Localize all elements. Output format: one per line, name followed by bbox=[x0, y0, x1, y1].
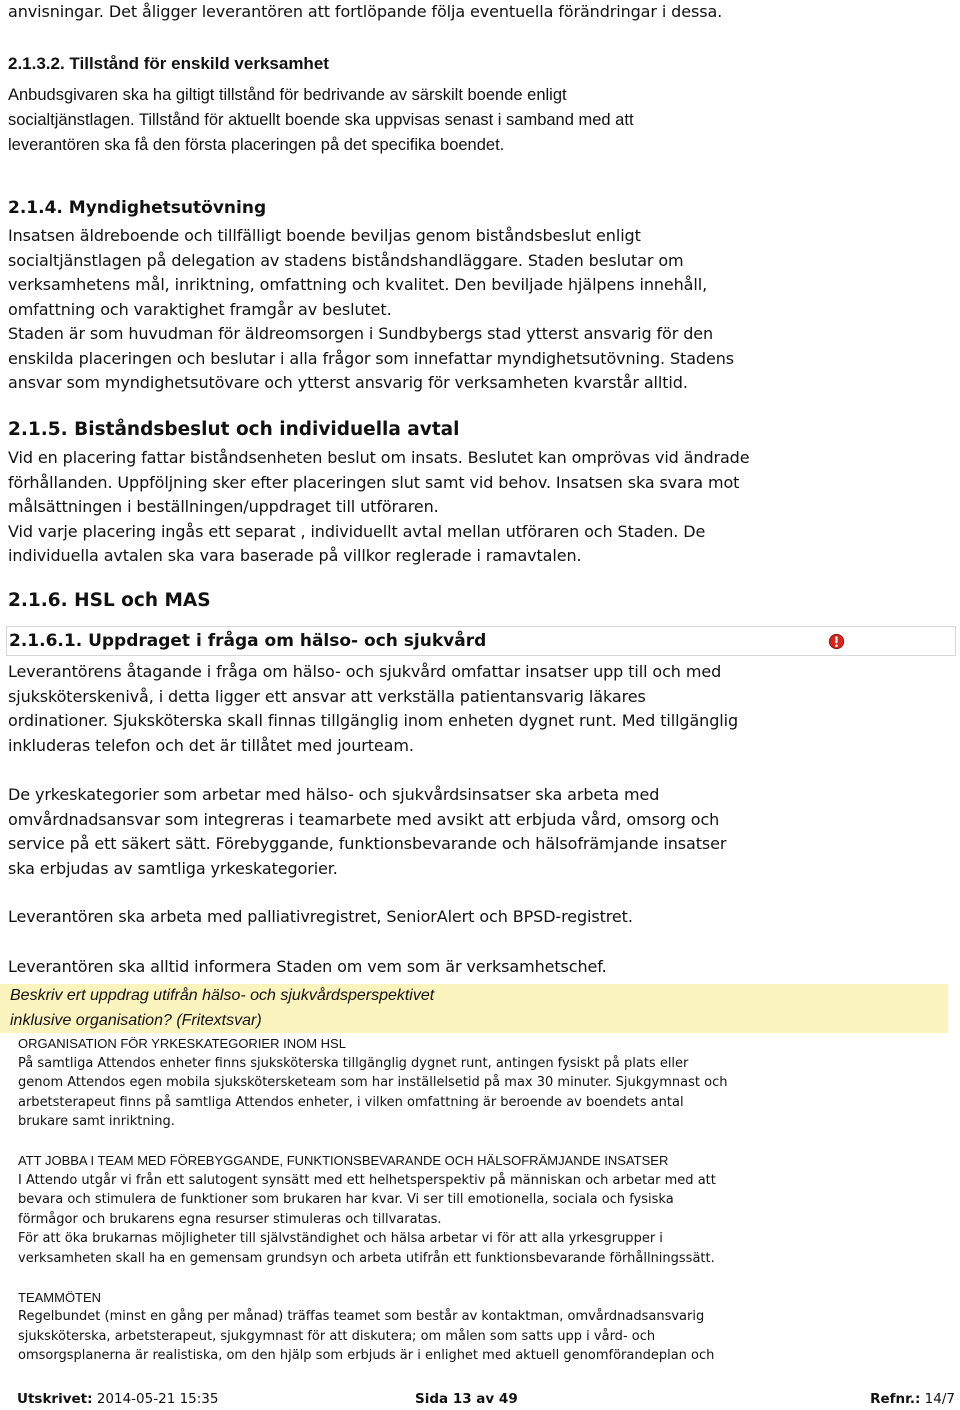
answer-block-title: TEAMMÖTEN bbox=[18, 1289, 102, 1305]
question-prompt-line: Beskriv ert uppdrag utifrån hälso- och sjukvårdsperspektivet bbox=[10, 987, 435, 1004]
answer-block-title: ATT JOBBA I TEAM MED FÖREBYGGANDE, FUNKTIONSBEVARANDE OCH HÄLSOFRÄMJANDE INSATSER bbox=[18, 1153, 669, 1168]
answer-line: sjuksköterska, arbetsterapeut, sjukgymnast för att diskutera; om målen som satts upp i vård- och bbox=[18, 1328, 656, 1344]
section-heading-2-1-4: 2.1.4. Myndighetsutövning bbox=[8, 198, 267, 218]
answer-line: brukare samt inriktning. bbox=[18, 1114, 175, 1129]
paragraph-line: service på ett säkert sätt. Förebyggande, funktionsbevarande och hälsofrämjande insatser bbox=[8, 834, 727, 853]
paragraph-line: omvårdnadsansvar som integreras i teamarbete med avsikt att erbjuda vård, omsorg och bbox=[8, 809, 720, 829]
paragraph-line: socialtjänstlagen på delegation av stadens biståndshandläggare. Staden beslutar om bbox=[8, 250, 684, 270]
paragraph-line: förhållanden. Uppföljning sker efter placeringen slut samt vid behov. Insatsen ska svara mot bbox=[8, 472, 740, 492]
section-heading-2-1-3-2: 2.1.3.2. Tillstånd för enskild verksamhet bbox=[8, 54, 329, 73]
section-body-2-1-5 bbox=[8, 446, 954, 569]
section-body-2-1-4 bbox=[8, 224, 954, 396]
paragraph-line: Staden är som huvudman för äldreomsorgen i Sundbybergs stad ytterst ansvarig för den bbox=[8, 324, 714, 343]
top-line: anvisningar. Det åligger leverantören att fortlöpande följa eventuella förändringar i dessa. bbox=[8, 2, 723, 21]
question-description-2 bbox=[8, 783, 954, 881]
paragraph-line: ska erbjudas av samtliga yrkeskategorier. bbox=[8, 858, 338, 878]
answer-line: För att öka brukarnas möjligheter till självständighet och hälsa arbetar vi för att alla yrkesgrupper i bbox=[18, 1231, 663, 1246]
printed-timestamp: Utskrivet: 2014-05-21 15:35 bbox=[17, 1391, 219, 1407]
answer-line: bevara och stimulera de funktioner som brukaren har kvar. Vi ser till emotionella, sociala och fysiska bbox=[18, 1192, 674, 1207]
page-number: Sida 13 av 49 bbox=[415, 1391, 518, 1407]
answer-line: omsorgsplanerna är realistiska, om den hjälp som erbjuds är i enlighet med aktuell genomförandeplan och bbox=[18, 1348, 715, 1363]
question-heading-box bbox=[6, 626, 956, 656]
question-description-1 bbox=[8, 660, 954, 758]
paragraph-line: Leverantörens åtagande i fråga om hälso- och sjukvård omfattar insatser upp till och med bbox=[8, 662, 722, 681]
answer-line: förmågor och brukarens egna resurser stimuleras och tillvaratas. bbox=[18, 1211, 442, 1227]
section-heading-2-1-6-1: 2.1.6.1. Uppdraget i fråga om hälso- och sjukvård bbox=[9, 631, 487, 651]
paragraph-line: Insatsen äldreboende och tillfälligt boende beviljas genom biståndsbeslut enligt bbox=[8, 226, 641, 245]
paragraph-line: ordinationer. Sjuksköterska skall finnas tillgänglig inom enheten dygnet runt. Med tillgänglig bbox=[8, 711, 739, 730]
paragraph-line: individuella avtalen ska vara baserade på villkor reglerade i ramavtalen. bbox=[8, 546, 582, 565]
answer-line: I Attendo utgår vi från ett salutogent synsätt med ett helhetsperspektiv på människan och arbetar med att bbox=[18, 1172, 716, 1188]
question-description-3: Leverantören ska arbeta med palliativregistret, SeniorAlert och BPSD-registret. bbox=[8, 907, 633, 926]
paragraph-line: inkluderas telefon och det är tillåtet med jourteam. bbox=[8, 735, 414, 755]
paragraph-line: Vid varje placering ingås ett separat , individuellt avtal mellan utföraren och Staden. De bbox=[8, 521, 706, 541]
paragraph-line: Vid en placering fattar biståndsenheten beslut om insats. Beslutet kan omprövas vid ändrade bbox=[8, 448, 750, 467]
section-heading-2-1-5: 2.1.5. Biståndsbeslut och individuella avtal bbox=[8, 419, 460, 440]
paragraph-line: Anbudsgivaren ska ha giltigt tillstånd för bedrivande av särskilt boende enligt bbox=[8, 86, 567, 104]
paragraph-line: sjuksköterskenivå, i detta ligger ett ansvar att verkställa patientansvarig läkares bbox=[8, 686, 646, 706]
paragraph-line: enskilda placeringen och beslutar i alla frågor som innefattar myndighetsutövning. Stadens bbox=[8, 348, 734, 368]
answer-text bbox=[8, 1034, 954, 1366]
paragraph-line: De yrkeskategorier som arbetar med hälso- och sjukvårdsinsatser ska arbeta med bbox=[8, 785, 660, 804]
paragraph-line: socialtjänstlagen. Tillstånd för aktuellt boende ska uppvisas senast i samband med att bbox=[8, 111, 634, 129]
paragraph-line: målsättningen i beställningen/uppdraget till utföraren. bbox=[8, 497, 439, 516]
answer-block-title: ORGANISATION FÖR YRKESKATEGORIER INOM HSL bbox=[18, 1036, 346, 1051]
answer-line: verksamheten skall ha en gemensam grundsyn och arbeta utifrån ett funktionsbevarande förhållningssätt. bbox=[18, 1250, 715, 1266]
paragraph-line: leverantören ska få den första placeringen på det specifika boendet. bbox=[8, 136, 505, 154]
answer-line: Regelbundet (minst en gång per månad) träffas teamet som består av kontaktman, omvårdnadsansvarig bbox=[18, 1309, 705, 1324]
section-heading-2-1-6: 2.1.6. HSL och MAS bbox=[8, 590, 211, 611]
answer-line: På samtliga Attendos enheter finns sjuksköterska tillgänglig dygnet runt, antingen fysiskt på plats eller bbox=[18, 1055, 689, 1071]
answer-line: arbetsterapeut finns på samtliga Attendos enheter, i vilken omfattning är beroende av boendets antal bbox=[18, 1094, 684, 1110]
paragraph-line: omfattning och varaktighet framgår av beslutet. bbox=[8, 299, 392, 319]
exclamation-warning-icon bbox=[828, 633, 845, 650]
reference-number: Refnr.: 14/7 bbox=[870, 1391, 955, 1407]
question-prompt-line: inklusive organisation? (Fritextsvar) bbox=[10, 1011, 262, 1029]
paragraph-line: ansvar som myndighetsutövare och ytterst ansvarig för verksamheten kvarstår alltid. bbox=[8, 373, 688, 392]
paragraph-line: verksamhetens mål, inriktning, omfattning och kvalitet. Den beviljade hjälpens innehåll, bbox=[8, 275, 708, 294]
answer-line: genom Attendos egen mobila sjukskötersketeam som har inställelsetid på max 30 minuter. Sjukgymnast och bbox=[18, 1075, 728, 1090]
question-prompt-box bbox=[0, 984, 948, 1033]
question-description-4: Leverantören ska alltid informera Staden om vem som är verksamhetschef. bbox=[8, 957, 607, 976]
